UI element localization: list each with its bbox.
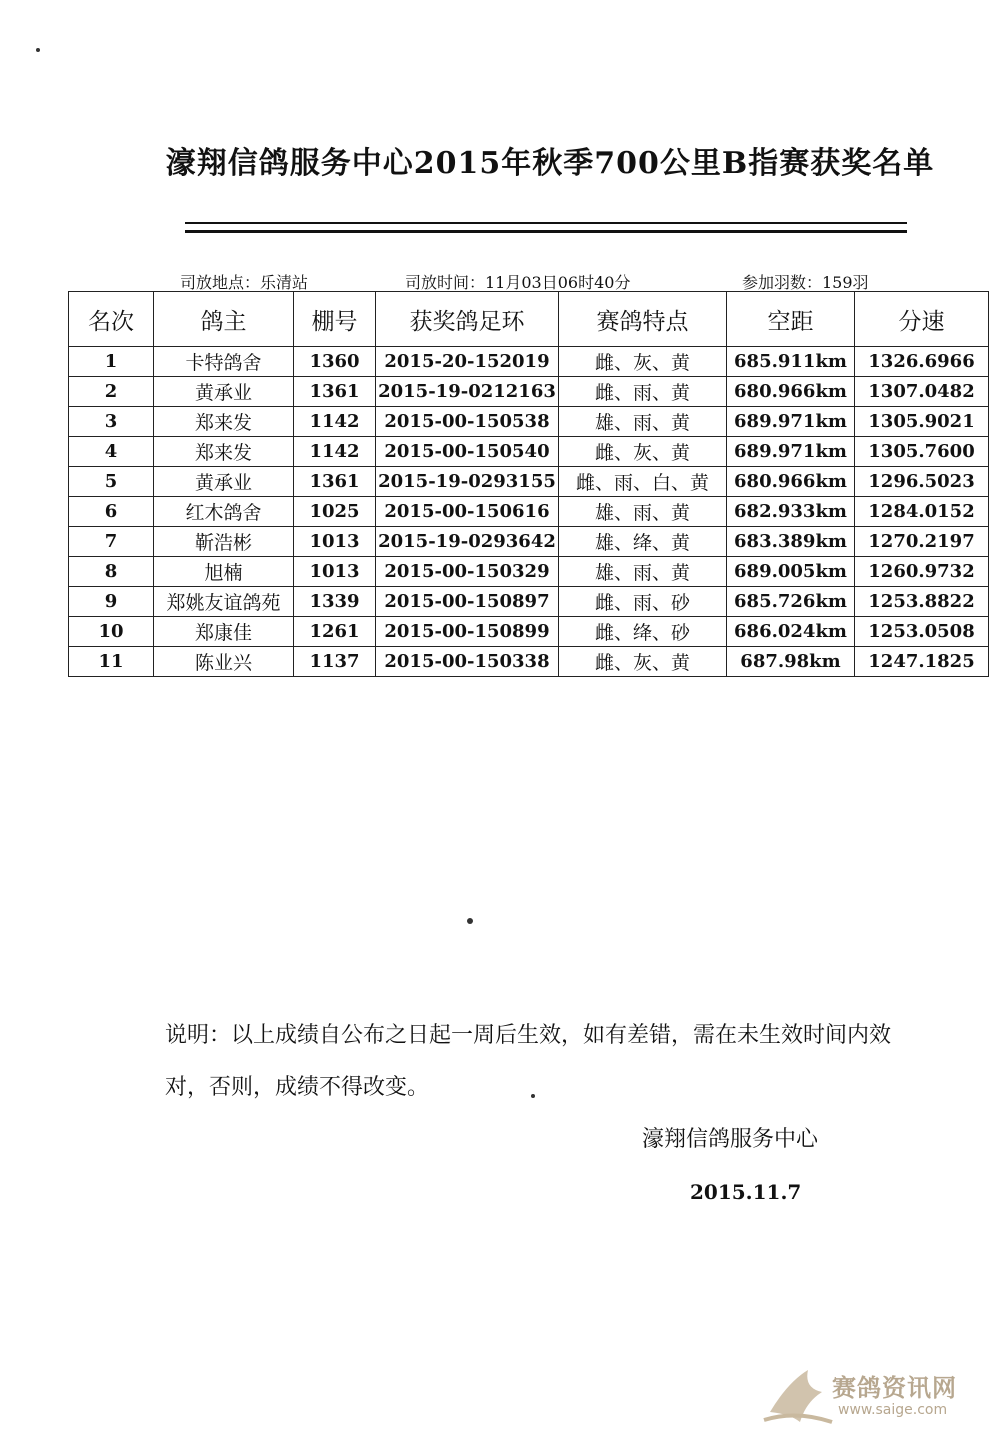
cell-owner: 郑姚友谊鸽苑 [154,587,294,617]
cell-loft-number: 1360 [294,347,376,377]
cell-traits: 雄、雨、黄 [559,557,727,587]
header-ring-number: 获奖鸽足环 [376,292,559,347]
cell-traits: 雌、灰、黄 [559,437,727,467]
results-table [68,291,989,677]
cell-owner: 陈业兴 [154,647,294,677]
cell-rank: 7 [69,527,154,557]
cell-ring-number: 2015-00-150616 [376,497,559,527]
cell-speed: 1296.5023 [855,467,989,497]
cell-ring-number: 2015-19-0212163 [376,377,559,407]
scan-speck [531,1094,535,1098]
release-time: 司放时间：11月03日06时40分 [405,273,631,292]
cell-ring-number: 2015-00-150329 [376,557,559,587]
cell-ring-number: 2015-00-150338 [376,647,559,677]
cell-rank: 5 [69,467,154,497]
cell-traits: 雌、雨、白、黄 [559,467,727,497]
cell-distance: 689.971km [727,437,855,467]
cell-traits: 雌、绛、砂 [559,617,727,647]
cell-loft-number: 1142 [294,437,376,467]
table-row [69,377,989,407]
issuer-name: 濠翔信鸽服务中心 [642,1127,819,1152]
cell-owner: 郑来发 [154,437,294,467]
cell-loft-number: 1142 [294,407,376,437]
cell-rank: 9 [69,587,154,617]
header-loft-number: 棚号 [294,292,376,347]
cell-rank: 6 [69,497,154,527]
table-row [69,647,989,677]
watermark-url: www.saige.com [838,1402,948,1418]
cell-traits: 雄、绛、黄 [559,527,727,557]
cell-traits: 雌、雨、砂 [559,587,727,617]
cell-loft-number: 1261 [294,617,376,647]
release-place: 司放地点：乐清站 [180,273,309,292]
cell-speed: 1284.0152 [855,497,989,527]
cell-traits: 雌、灰、黄 [559,647,727,677]
cell-owner: 卡特鸽舍 [154,347,294,377]
cell-distance: 683.389km [727,527,855,557]
cell-loft-number: 1339 [294,587,376,617]
results-body [69,347,989,677]
title-underline [185,222,907,224]
cell-rank: 3 [69,407,154,437]
cell-speed: 1253.8822 [855,587,989,617]
cell-traits: 雌、雨、黄 [559,377,727,407]
table-row [69,347,989,377]
cell-distance: 680.966km [727,377,855,407]
header-distance: 空距 [727,292,855,347]
table-row [69,437,989,467]
cell-distance: 689.005km [727,557,855,587]
cell-owner: 靳浩彬 [154,527,294,557]
cell-ring-number: 2015-00-150538 [376,407,559,437]
cell-loft-number: 1013 [294,527,376,557]
cell-distance: 685.911km [727,347,855,377]
cell-owner: 黄承业 [154,467,294,497]
cell-owner: 旭楠 [154,557,294,587]
cell-loft-number: 1137 [294,647,376,677]
cell-owner: 黄承业 [154,377,294,407]
cell-distance: 689.971km [727,407,855,437]
table-row [69,557,989,587]
cell-traits: 雄、雨、黄 [559,497,727,527]
cell-speed: 1260.9732 [855,557,989,587]
table-row [69,527,989,557]
cell-distance: 686.024km [727,617,855,647]
cell-loft-number: 1361 [294,377,376,407]
cell-speed: 1326.6966 [855,347,989,377]
page-title: 濠翔信鸽服务中心2015年秋季700公里B指赛获奖名单 [165,146,935,181]
cell-owner: 郑康佳 [154,617,294,647]
cell-owner: 郑来发 [154,407,294,437]
cell-distance: 682.933km [727,497,855,527]
cell-distance: 680.966km [727,467,855,497]
watermark [760,1362,970,1432]
cell-rank: 1 [69,347,154,377]
cell-traits: 雄、雨、黄 [559,407,727,437]
cell-rank: 4 [69,437,154,467]
cell-ring-number: 2015-00-150540 [376,437,559,467]
cell-loft-number: 1361 [294,467,376,497]
cell-ring-number: 2015-00-150897 [376,587,559,617]
cell-speed: 1253.0508 [855,617,989,647]
cell-speed: 1247.1825 [855,647,989,677]
header-speed: 分速 [855,292,989,347]
cell-rank: 10 [69,617,154,647]
table-row [69,587,989,617]
header-pigeon-traits: 赛鸽特点 [559,292,727,347]
cell-ring-number: 2015-19-0293642 [376,527,559,557]
table-row [69,467,989,497]
table-header-row [69,292,989,347]
note-text: 说明：以上成绩自公布之日起一周后生效，如有差错，需在未生效时间内效对，否则，成绩不得改变。 [165,1023,892,1100]
cell-rank: 11 [69,647,154,677]
cell-loft-number: 1025 [294,497,376,527]
cell-owner: 红木鸽舍 [154,497,294,527]
cell-distance: 687.98km [727,647,855,677]
issue-date: 2015.11.7 [690,1180,802,1204]
cell-speed: 1305.9021 [855,407,989,437]
cell-ring-number: 2015-20-152019 [376,347,559,377]
table-row [69,497,989,527]
header-rank: 名次 [69,292,154,347]
cell-loft-number: 1013 [294,557,376,587]
cell-speed: 1270.2197 [855,527,989,557]
watermark-site-name: 赛鸽资讯网 [832,1374,957,1402]
entry-count: 参加羽数：159羽 [742,273,869,292]
table-row [69,407,989,437]
cell-rank: 8 [69,557,154,587]
cell-ring-number: 2015-19-0293155 [376,467,559,497]
table-row [69,617,989,647]
scan-speck [467,918,473,924]
cell-traits: 雌、灰、黄 [559,347,727,377]
cell-distance: 685.726km [727,587,855,617]
cell-ring-number: 2015-00-150899 [376,617,559,647]
header-owner: 鸽主 [154,292,294,347]
cell-speed: 1305.7600 [855,437,989,467]
cell-rank: 2 [69,377,154,407]
pigeon-logo-icon [760,1362,840,1432]
scan-speck [36,48,40,52]
title-underline-thick [185,230,907,233]
cell-speed: 1307.0482 [855,377,989,407]
